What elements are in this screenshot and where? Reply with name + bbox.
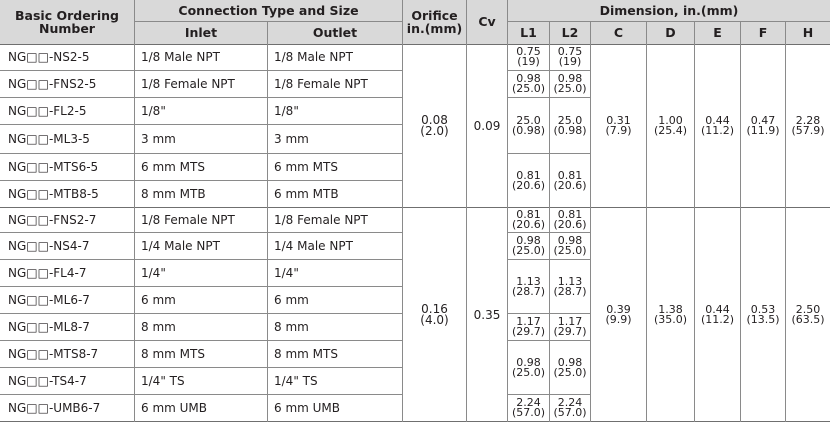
dimension-l1-value (508, 71, 549, 97)
table-row-outlet: 1/8 Male NPT (274, 50, 353, 64)
value-in: 1.17 (516, 315, 541, 328)
value-in: 0.81 (557, 168, 583, 182)
dimension-c-value (591, 208, 646, 421)
table-row-outlet: 6 mm MTB (274, 187, 339, 201)
dimension-l2-value (550, 395, 590, 421)
grid-line (590, 22, 591, 422)
header-label: F (758, 25, 768, 41)
dimension-l2-value (550, 233, 590, 259)
grid-line (134, 0, 135, 422)
table-row-outlet: 1/4 Male NPT (274, 239, 353, 253)
value-in: 0.81 (516, 208, 541, 221)
grid-line (0, 394, 402, 395)
value-in: 0.53 (750, 302, 776, 316)
value-in: 0.75 (557, 45, 583, 58)
grid-line (0, 313, 402, 314)
table-row-inlet: 6 mm (141, 293, 176, 307)
orifice-value (403, 208, 466, 421)
table-row-outlet: 6 mm MTS (274, 160, 338, 174)
dimension-l2-value (550, 341, 590, 394)
value-in: 0.98 (516, 355, 541, 369)
table-row-inlet: 8 mm (141, 320, 176, 334)
header-outlet (268, 22, 402, 44)
value-in: 1.38 (658, 302, 683, 316)
grid-line (0, 340, 402, 341)
header-dimension (508, 0, 830, 21)
value-mm: (25.0) (553, 365, 587, 379)
value-mm: (25.0) (553, 82, 587, 95)
orifice-value (403, 44, 466, 207)
header-label: Dimension, in.(mm) (599, 2, 739, 18)
dimension-l2-value (550, 260, 590, 313)
grid-line (549, 22, 550, 422)
value-mm: (28.7) (553, 284, 587, 298)
table-row-outlet: 1/8 Female NPT (274, 77, 368, 91)
table-row-outlet: 1/8 Female NPT (274, 213, 368, 227)
value-in: 2.24 (557, 396, 583, 409)
table-row-inlet: 6 mm UMB (141, 401, 208, 415)
value-mm: (57.9) (791, 123, 825, 137)
value-mm: (57.0) (553, 406, 587, 419)
value-mm: (20.6) (553, 218, 587, 231)
value-mm: (25.0) (553, 244, 587, 257)
value-mm: (0.98) (511, 123, 546, 137)
table-row-code: NG□□-NS2-5 (8, 50, 90, 64)
value-in: 0.81 (516, 168, 541, 182)
header-f (741, 22, 785, 44)
value-mm: (25.4) (653, 123, 688, 137)
value-mm: (20.6) (511, 178, 546, 192)
value-mm: (29.7) (511, 325, 546, 338)
table-row-inlet: 3 mm (141, 132, 176, 146)
value-cv: 0.09 (473, 118, 501, 133)
header-label: H (802, 25, 814, 41)
value-in: 25.0 (557, 113, 583, 127)
header-c (591, 22, 646, 44)
grid-line (0, 70, 402, 71)
table-row-code: NG□□-FL4-7 (8, 266, 87, 280)
dimension-l2-value (550, 314, 590, 340)
dimension-h-value (786, 208, 830, 421)
dimension-f-value (741, 44, 785, 207)
dimension-l1-value (508, 98, 549, 153)
value-mm: (35.0) (653, 312, 688, 326)
table-row-inlet: 1/8 Female NPT (141, 213, 235, 227)
grid-line (0, 153, 402, 154)
header-l2 (550, 22, 590, 44)
value-in: 1.13 (557, 274, 583, 288)
table-row-code: NG□□-ML6-7 (8, 293, 90, 307)
value-mm: (57.0) (511, 406, 546, 419)
value-mm: (4.0) (420, 312, 449, 327)
dimension-l1-value (508, 233, 549, 259)
dimension-l1-value (508, 341, 549, 394)
value-in: 1.17 (557, 315, 583, 328)
dimension-l2-value (550, 71, 590, 97)
header-label: Orifice in.(mm) (406, 7, 463, 36)
table-row-code: NG□□-MTB8-5 (8, 187, 99, 201)
table-row-inlet: 1/8 Female NPT (141, 77, 235, 91)
grid-line (0, 232, 402, 233)
value-in: 0.16 (421, 301, 448, 316)
header-label: C (613, 25, 624, 41)
table-row-inlet: 1/4" TS (141, 374, 185, 388)
value-mm: (25.0) (511, 244, 546, 257)
value-mm: (11.2) (700, 123, 735, 137)
table-row-inlet: 1/4" (141, 266, 166, 280)
dimension-c-value (591, 44, 646, 207)
dimension-l2-value (550, 44, 590, 70)
value-mm: (2.0) (420, 123, 449, 138)
grid-line (0, 97, 402, 98)
table-row-outlet: 3 mm (274, 132, 309, 146)
value-mm: (19) (517, 55, 540, 68)
value-in: 0.98 (516, 234, 541, 247)
grid-line (740, 22, 741, 422)
header-cv (467, 0, 507, 44)
grid-line (0, 207, 830, 208)
cv-value (467, 208, 507, 421)
dimension-l1-value (508, 260, 549, 313)
header-label: E (713, 25, 722, 41)
table-row-code: NG□□-TS4-7 (8, 374, 87, 388)
value-in: 0.98 (557, 72, 583, 85)
value-cv: 0.35 (473, 307, 501, 322)
dimension-l2-value (550, 98, 590, 153)
table-row-code: NG□□-ML8-7 (8, 320, 90, 334)
value-mm: (63.5) (791, 312, 825, 326)
value-mm: (0.98) (553, 123, 587, 137)
value-in: 0.47 (750, 113, 776, 127)
value-mm: (20.6) (511, 218, 546, 231)
header-orifice (403, 0, 466, 44)
header-label: Connection Type and Size (178, 2, 359, 18)
table-row-code: NG□□-MTS8-7 (8, 347, 99, 361)
value-mm: (25.0) (511, 365, 546, 379)
grid-line (402, 0, 403, 422)
header-connection-type (135, 0, 402, 21)
grid-line (508, 21, 830, 22)
table-row-inlet: 1/8 Male NPT (141, 50, 220, 64)
value-in: 0.44 (705, 302, 730, 316)
value-in: 1.00 (658, 113, 683, 127)
dimension-l1-value (508, 154, 549, 207)
table-row-inlet: 1/8" (141, 104, 166, 118)
table-row-outlet: 8 mm (274, 320, 309, 334)
header-e (695, 22, 740, 44)
table-row-code: NG□□-FNS2-7 (8, 213, 97, 227)
table-row-code: NG□□-NS4-7 (8, 239, 90, 253)
value-mm: (19) (558, 55, 582, 68)
grid-line (0, 44, 830, 45)
table-row-inlet: 6 mm MTS (141, 160, 205, 174)
table-row-outlet: 6 mm (274, 293, 309, 307)
grid-line (0, 180, 402, 181)
value-in: 2.24 (516, 396, 541, 409)
grid-line (507, 0, 508, 422)
table-row-outlet: 1/4" TS (274, 374, 318, 388)
cv-value (467, 44, 507, 207)
header-label: Basic Ordering Number (15, 7, 119, 36)
header-label: Outlet (312, 25, 358, 41)
dimension-f-value (741, 208, 785, 421)
table-row-code: NG□□-UMB6-7 (8, 401, 101, 415)
value-mm: (20.6) (553, 178, 587, 192)
grid-line (785, 22, 786, 422)
header-l1 (508, 22, 549, 44)
header-label: Inlet (184, 25, 218, 41)
value-in: 0.39 (606, 302, 631, 316)
value-in: 0.98 (557, 355, 583, 369)
table-row-outlet: 1/8" (274, 104, 299, 118)
header-basic-ordering-number (0, 0, 134, 44)
grid-line (135, 21, 402, 22)
value-in: 2.50 (795, 302, 821, 316)
value-in: 1.13 (516, 274, 541, 288)
table-row-inlet: 1/4 Male NPT (141, 239, 220, 253)
dimension-h-value (786, 44, 830, 207)
header-d (647, 22, 694, 44)
header-inlet (135, 22, 267, 44)
header-label: Cv (478, 14, 496, 30)
value-mm: (7.9) (605, 123, 632, 137)
dimension-e-value (695, 44, 740, 207)
value-in: 0.44 (705, 113, 730, 127)
grid-line (267, 22, 268, 422)
table-row-outlet: 8 mm MTS (274, 347, 338, 361)
dimension-l2-value (550, 208, 590, 232)
dimension-l2-value (550, 154, 590, 207)
dimension-e-value (695, 208, 740, 421)
value-in: 0.81 (557, 208, 583, 221)
value-in: 0.98 (557, 234, 583, 247)
value-in: 0.98 (516, 72, 541, 85)
value-mm: (25.0) (511, 82, 546, 95)
table-row-code: NG□□-FNS2-5 (8, 77, 97, 91)
header-label: D (665, 25, 676, 41)
value-mm: (11.2) (700, 312, 735, 326)
grid-line (0, 124, 402, 125)
table-row-inlet: 8 mm MTS (141, 347, 205, 361)
dimension-l1-value (508, 44, 549, 70)
value-in: 0.75 (516, 45, 541, 58)
value-mm: (9.9) (605, 312, 632, 326)
table-row-outlet: 6 mm UMB (274, 401, 341, 415)
table-row-code: NG□□-MTS6-5 (8, 160, 99, 174)
grid-line (0, 286, 402, 287)
grid-line (646, 22, 647, 422)
dimension-l1-value (508, 314, 549, 340)
table-row-code: NG□□-ML3-5 (8, 132, 90, 146)
value-mm: (29.7) (553, 325, 587, 338)
value-in: 2.28 (795, 113, 821, 127)
header-label: L2 (561, 25, 579, 41)
value-mm: (13.5) (746, 312, 780, 326)
header-label: L1 (520, 25, 537, 41)
grid-line (694, 22, 695, 422)
dimension-l1-value (508, 208, 549, 232)
table-row-code: NG□□-FL2-5 (8, 104, 87, 118)
dimension-d-value (647, 208, 694, 421)
value-in: 25.0 (516, 113, 541, 127)
dimension-l1-value (508, 395, 549, 421)
grid-line (0, 367, 402, 368)
table-row-outlet: 1/4" (274, 266, 299, 280)
table-row-inlet: 8 mm MTB (141, 187, 206, 201)
header-h (786, 22, 830, 44)
dimension-d-value (647, 44, 694, 207)
value-mm: (28.7) (511, 284, 546, 298)
value-mm: (11.9) (746, 123, 780, 137)
grid-line (0, 259, 402, 260)
value-in: 0.08 (421, 112, 448, 127)
grid-line (466, 0, 467, 422)
value-in: 0.31 (606, 113, 631, 127)
